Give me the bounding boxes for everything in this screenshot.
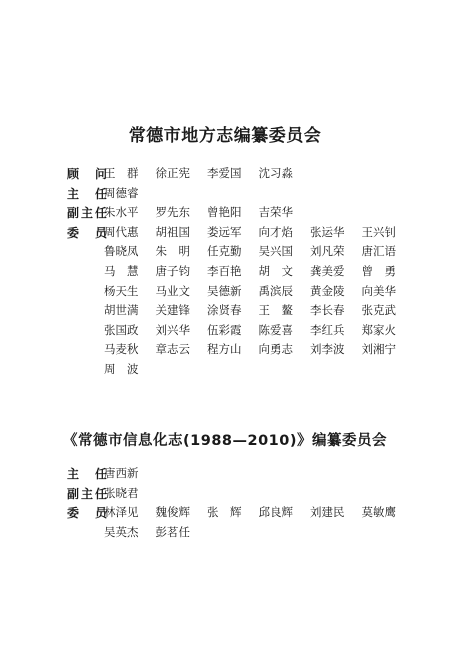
member-row [0, 465, 450, 483]
member-name: 李百艳 [207, 264, 242, 278]
member-name: 黄金陵 [310, 283, 345, 298]
member-name: 刘李波 [310, 342, 345, 357]
member-name: 刘凡荣 [310, 244, 345, 259]
role-label-char: 问 [94, 167, 107, 181]
role-label-char: 顾 [67, 167, 80, 181]
member-name: 吉荣华 [258, 205, 293, 220]
member-names [104, 485, 156, 501]
member-names [104, 263, 413, 279]
member-names [104, 302, 413, 318]
member-names [104, 165, 310, 181]
role-label-char: 任 [94, 186, 107, 201]
role-label-char: 副 [67, 486, 80, 501]
member-name: 周德睿 [104, 185, 139, 200]
member-names [104, 204, 310, 220]
role-label [67, 224, 107, 241]
member-name: 邱良辉 [258, 505, 293, 520]
role-label [67, 204, 107, 221]
member-name: 张晓君 [104, 485, 139, 500]
role-label-char: 主 [67, 467, 80, 481]
member-row [0, 165, 450, 183]
member-name: 魏俊辉 [155, 505, 190, 520]
member-name: 鲁晓凤 [104, 244, 139, 259]
member-name: 朱水平 [104, 205, 139, 220]
member-name: 关建锋 [155, 303, 190, 318]
member-name: 王 鳌 [258, 303, 293, 318]
member-name: 曾 勇 [361, 264, 396, 278]
role-label-char: 副 [67, 206, 80, 221]
member-names [104, 361, 156, 377]
member-names [104, 224, 413, 240]
member-names [104, 504, 413, 520]
member-name: 郑家火 [361, 322, 396, 337]
member-name: 杨天生 [104, 283, 139, 298]
member-name: 曾艳阳 [207, 205, 242, 220]
member-row [0, 341, 450, 359]
member-name: 张 辉 [207, 505, 242, 520]
member-name: 禹滨辰 [258, 283, 293, 298]
role-label-char: 员 [94, 506, 107, 521]
member-name: 彭茗任 [155, 524, 190, 539]
member-name: 龚美爱 [310, 264, 345, 278]
role-label-char: 主 [80, 206, 93, 221]
member-row [0, 243, 450, 261]
member-row [0, 524, 450, 542]
member-name: 伍彩霞 [207, 322, 242, 337]
member-name: 徐正宪 [155, 166, 190, 180]
member-name: 向勇志 [258, 342, 293, 357]
member-names [104, 283, 413, 299]
member-name: 唐子钧 [155, 264, 190, 278]
member-name: 马 慧 [104, 264, 139, 278]
member-row [0, 224, 450, 242]
member-row [0, 485, 450, 503]
member-name: 吴德新 [207, 283, 242, 298]
member-name: 向美华 [361, 283, 396, 298]
role-label-char: 任 [94, 486, 107, 501]
member-name: 任克勤 [207, 244, 242, 259]
member-names [104, 322, 413, 338]
member-name: 马业文 [155, 283, 190, 298]
member-name: 李长春 [310, 303, 345, 318]
role-label-char: 委 [67, 506, 80, 521]
member-name: 莫敏鹰 [361, 505, 396, 520]
member-row [0, 185, 450, 203]
member-name: 胡世满 [104, 303, 139, 318]
member-name: 王 群 [104, 166, 139, 180]
member-names [104, 465, 156, 481]
role-label-char: 主 [80, 486, 93, 501]
member-row [0, 263, 450, 281]
member-name: 李爱国 [207, 166, 242, 180]
member-name: 李红兵 [310, 322, 345, 337]
member-name: 张克武 [361, 303, 396, 318]
role-label-char: 员 [94, 225, 107, 240]
member-row [0, 302, 450, 320]
member-name: 朱 明 [155, 244, 190, 259]
member-name: 吴英杰 [104, 524, 139, 539]
role-label-char: 委 [67, 225, 80, 240]
member-name: 王兴钊 [361, 224, 396, 239]
member-name: 胡祖国 [155, 224, 190, 239]
member-name: 唐汇语 [361, 244, 396, 259]
member-name: 胡 文 [258, 264, 293, 278]
member-name: 章志云 [155, 342, 190, 357]
member-name: 周 波 [104, 362, 139, 376]
member-name: 刘兴华 [155, 322, 190, 337]
role-label-char: 任 [94, 467, 107, 481]
member-name: 刘建民 [310, 505, 345, 520]
member-names [104, 185, 156, 201]
role-label-char: 主 [67, 186, 80, 201]
role-label-char: 任 [94, 206, 107, 221]
member-names [104, 341, 413, 357]
member-name: 陈爱喜 [258, 322, 293, 337]
role-label [67, 185, 107, 202]
member-name: 罗先东 [155, 205, 190, 220]
member-row [0, 283, 450, 301]
role-label [67, 465, 107, 482]
member-name: 林泽见 [104, 505, 139, 520]
role-label [67, 504, 107, 521]
role-label [67, 485, 107, 502]
member-row [0, 504, 450, 522]
member-name: 唐西新 [104, 466, 139, 480]
member-name: 刘湘宁 [361, 342, 396, 357]
member-names [104, 243, 413, 259]
role-label [67, 165, 107, 182]
member-name: 周代惠 [104, 224, 139, 239]
member-names [104, 524, 207, 540]
member-row [0, 204, 450, 222]
member-name: 向才焰 [258, 224, 293, 239]
member-name: 涂贤春 [207, 303, 242, 318]
committee-1-title: 常德市地方志编纂委员会 [128, 126, 322, 146]
member-name: 沈习淼 [258, 166, 293, 180]
member-name: 马麦秋 [104, 342, 139, 357]
member-name: 程方山 [207, 342, 242, 357]
member-name: 吴兴国 [258, 244, 293, 259]
member-row [0, 361, 450, 379]
committee-2-title: 《常德市信息化志(1988—2010)》编纂委员会 [63, 433, 387, 449]
member-name: 张国政 [104, 322, 139, 337]
member-name: 娄远军 [207, 224, 242, 239]
member-row [0, 322, 450, 340]
member-name: 张运华 [310, 224, 345, 239]
